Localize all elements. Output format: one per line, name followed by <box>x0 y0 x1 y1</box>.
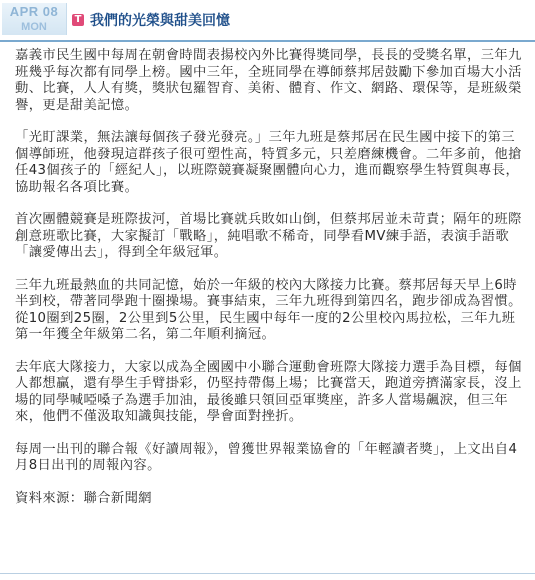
article-title: 我們的光榮與甜美回憶 <box>90 13 230 29</box>
date-badge <box>2 3 67 35</box>
date-day: MON <box>21 21 47 33</box>
paragraph: 每周一出刊的聯合報《好讀周報》，曾獲世界報業協會的「年輕讀者獎」，上文出自4月8日出刊的周報內容。 <box>15 441 518 473</box>
source-line: 資料來源：聯合新聞網 <box>15 490 152 506</box>
date-month: APR 08 <box>9 4 59 19</box>
footer-divider <box>0 573 535 574</box>
paragraph: 去年底大隊接力，大家以成為全國國中小聯合運動會班際大隊接力選手為目標，每個人都想贏，還有學生手臂掛彩，仍堅持帶傷上場；比賽當天，跑道旁擠滿家長，沒上場的同學喊啞嗓子為選手加油，最後雖只領回亞軍獎座，許多人當場飆淚，但三年來，他們不僅汲取知識與技能，學會面對挫折。 <box>15 359 522 424</box>
article-body <box>0 42 535 507</box>
paragraph: 「光盯課業，無法讓每個孩子發光發亮。」三年九班是蔡邦居在民生國中接下的第三個導師班，他發現這群孩子很可塑性高，特質多元，只差磨練機會。二年多前，他搶任43個孩子的「經紀人」，以班際競賽凝聚團體向心力，進而觀察學生特質與專長，協助報名各項比賽。 <box>15 130 522 195</box>
paragraph: 三年九班最熱血的共同記憶，始於一年級的校內大隊接力比賽。蔡邦居每天早上6時半到校，帶著同學跑十圈操場。賽事結束，三年九班得到第四名，跑步卻成為習慣。從10圈到25圈，2公里到5公里，民生國中每年一度的2公里校內馬拉松，三年九班第一年獲全年級第二名，第二年順利摘冠。 <box>15 277 522 342</box>
title-wrap <box>72 10 230 30</box>
article-header <box>0 0 535 42</box>
paragraph: 嘉義市民生國中每周在朝會時間表揚校內外比賽得獎同學，長長的受獎名單，三年九班幾乎每次都有同學上榜。國中三年，全班同學在導師蔡邦居鼓勵下參加百場大小活動、比賽，人人有獎，獎狀包羅智育、美術、體育、作文、網路、環保等，是班級榮譽，更是甜美記憶。 <box>15 48 522 113</box>
t-badge-icon: T <box>72 14 84 26</box>
paragraph: 首次團體競賽是班際拔河，首場比賽就兵敗如山倒，但蔡邦居並未苛責；隔年的班際創意班歌比賽，大家擬訂「戰略」，純唱歌不稀奇，同學看MV練手語，表演手語歌「讓愛傳出去」，得到全年級冠軍。 <box>15 212 522 260</box>
